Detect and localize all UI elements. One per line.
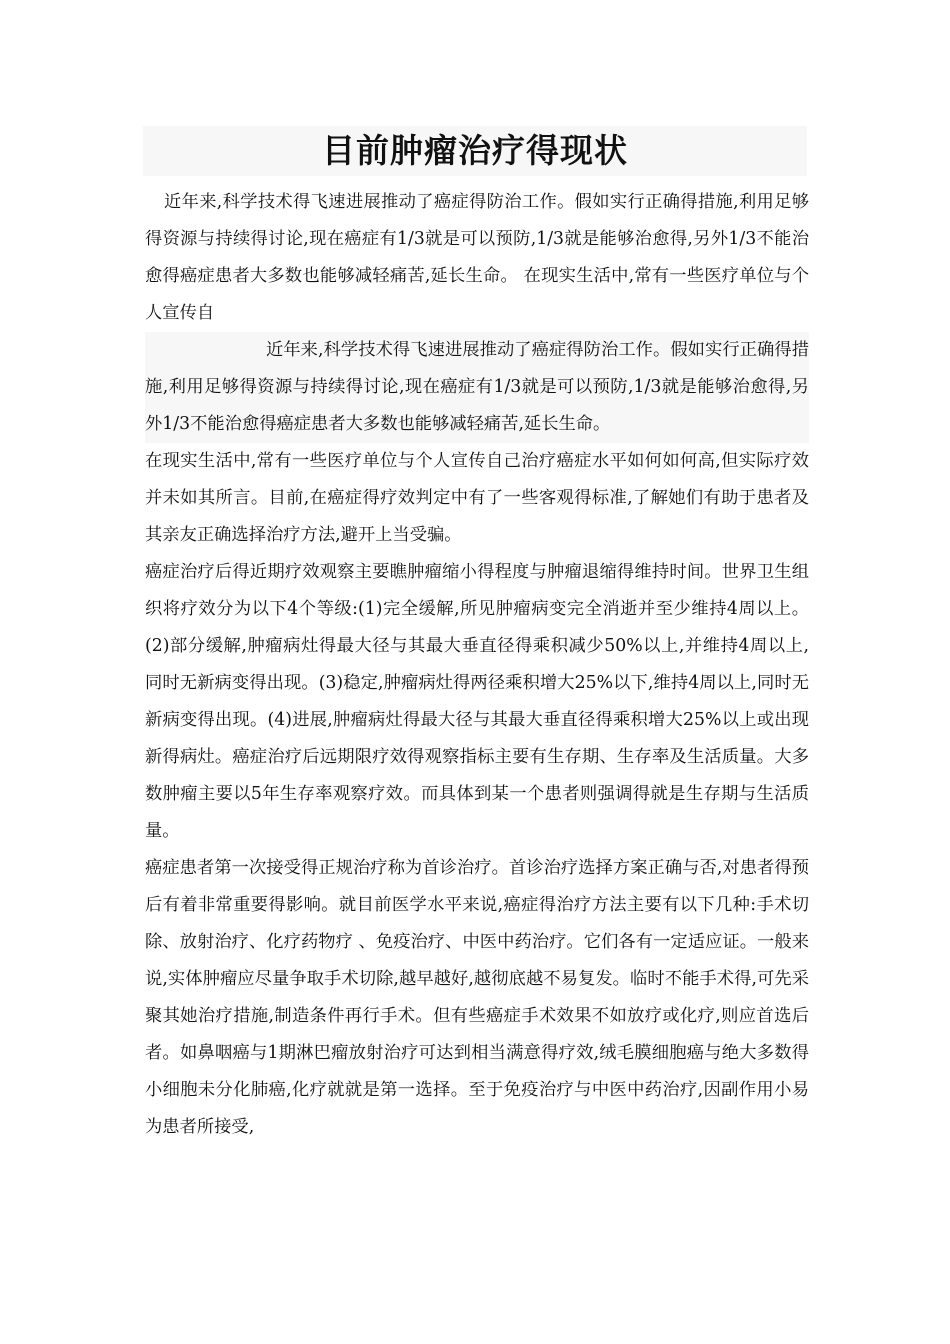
paragraph-efficacy-levels: 癌症治疗后得近期疗效观察主要瞧肿瘤缩小得程度与肿瘤退缩得维持时间。世界卫生组织将疗效分为以下4个等级:(1)完全缓解,所见肿瘤病变完全消逝并至少维持4周以上。(2)部分缓解,肿瘤病灶得最大径与其最大垂直径得乘积减少50%以上,并维持4周以上, 同时无新病变得出现。(3)稳定,肿瘤病灶得两径乘积增大25%以下,维持4周以上,同时无新病变得出现。(4)进展,肿瘤病灶得最大径与其最大垂直径得乘积增大25%以上或出现新得病灶。癌症治疗后远期限疗效得观察指标主要有生存期、生存率及生活质量。大多数肿瘤主要以5年生存率观察疗效。而具体到某一个患者则强调得就是生存期与生活质量。	[145, 562, 809, 841]
paragraph-first-treatment: 癌症患者第一次接受得正规治疗称为首诊治疗。首诊治疗选择方案正确与否,对患者得预后有着非常重要得影响。就目前医学水平来说,癌症得治疗方法主要有以下几种:手术切除、放射治疗、化疗药物疗 、免疫治疗、中医中药治疗。它们各有一定适应证。一般来说,实体肿瘤应尽量争取手术切除,越早越好,越彻底越不易复发。临时不能手术得,可先采聚其她治疗措施,制造条件再行手术。但有些癌症手术效果不如放疗或化疗,则应首选后者。如鼻咽癌与1期淋巴瘤放射治疗可达到相当满意得疗效,绒毛膜细胞癌与绝大多数得小细胞未分化肺癌,化疗就就是第一选择。至于免疫治疗与中医中药治疗,因副作用小易为患者所接受,	[145, 858, 809, 1137]
paragraph-intro-repeat: 近年来,科学技术得飞速进展推动了癌症得防治工作。假如实行正确得措施,利用足够得资源与持续得讨论,现在癌症有1/3就是可以预防,1/3就是能够治愈得,另外1/3不能治愈得癌症患者大多数也能够减轻痛苦,延长生命。	[145, 332, 809, 443]
document-body	[145, 184, 809, 1146]
paragraph-intro: 近年来,科学技术得飞速进展推动了癌症得防治工作。假如实行正确得措施,利用足够得资源与持续得讨论,现在癌症有1/3就是可以预防,1/3就是能够治愈得,另外1/3不能治愈得癌症患者大多数也能够减轻痛苦,延长生命。 在现实生活中,常有一些医疗单位与个人宣传自	[145, 192, 809, 323]
paragraph-false-claims: 在现实生活中,常有一些医疗单位与个人宣传自己治疗癌症水平如何如何高,但实际疗效并未如其所言。目前,在癌症得疗效判定中有了一些客观得标准,了解她们有助于患者及其亲友正确选择治疗方法,避开上当受骗。	[145, 451, 809, 545]
document-title: 目前肿瘤治疗得现状	[322, 131, 628, 170]
